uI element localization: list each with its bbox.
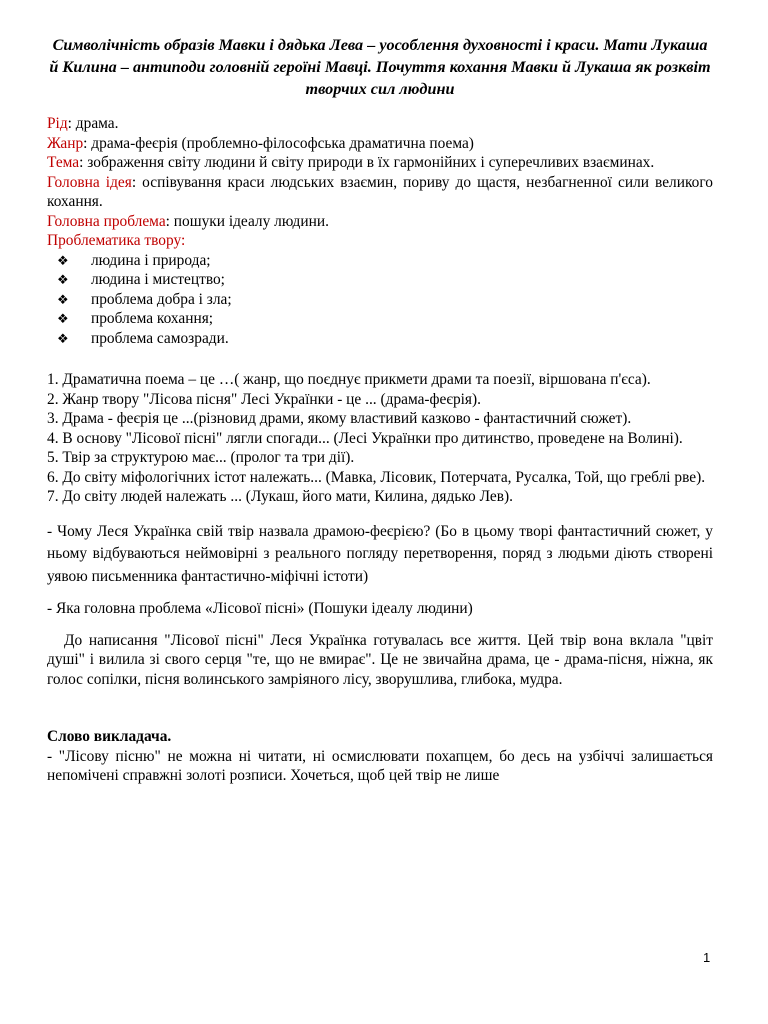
document-title: Символічність образів Мавки і дядька Лева – уособлення духовності і краси. Мати Лукаша й Килина – антиподи головній героїні Мавці. Почуття кохання Мавки й Лукаша як розквіт творчих сил людини [49,36,711,98]
question-item: 2. Жанр твору "Лісова пісня" Лесі Українки - це ... (драма-феєрія). [47,390,481,408]
meta-value: : пошуки ідеалу людини. [165,212,329,230]
dialog-question: - Чому Леся Українка свій твір назвала драмою-феєрією? (Бо в цьому творі фантастичний сюжет, у ньому відбуваються неймовірні з реального погляду перетворення, поряд з людьми діють створені уявою письменника фантастично-міфічні істоти) [47,522,713,585]
teacher-heading: Слово викладача. [47,728,172,745]
document-page [47,34,713,786]
question-item: 1. Драматична поема – це …( жанр, що поєднує прикмети драми та поезії, віршована п'єса). [47,371,651,388]
meta-label: Рід [47,115,68,132]
diamond-bullet-icon: ❖ [57,311,69,326]
meta-label: Головна проблема [47,212,166,230]
body-paragraph: До написання "Лісової пісні" Леся Українка готувалась все життя. Цей твір вона вклала "цвіт душі" і вилила зі свого серця "те, що не вмирає". Це не звичайна драма, це - драма-пісня, ніжна, як голос сопілки, пісня волинського замріяного лісу, зворушлива, глибока, мудра. [47,631,713,688]
meta-row-genre: Жанр: драма-феєрія (проблемно-філософська драматична поема) [47,134,474,152]
question-item: 4. В основу "Лісової пісні" лягли спогади... (Лесі Українки про дитинство, проведене на Волині). [47,429,683,447]
list-item: ❖ проблема добра і зла; [47,290,713,310]
meta-value: драма-феєрія (проблемно-філософська драматична поема) [87,134,474,152]
meta-value: драма. [71,115,119,132]
diamond-bullet-icon: ❖ [57,291,69,307]
list-item: ❖ людина і мистецтво; [47,270,713,290]
problematics-label: Проблематика твору: [47,232,186,249]
meta-value: зображення світу людини й світу природи в їх гармонійних і суперечливих взаєминах. [83,154,655,171]
meta-row-genus: Рід: драма. [47,115,119,132]
meta-row-problem [47,212,713,232]
meta-label: Тема [47,154,80,171]
problematics-list [47,251,713,349]
question-item: 7. До світу людей належать ... (Лукаш, його мати, Килина, дядько Лев). [47,488,513,505]
list-item: ❖ проблема самозради. [47,329,713,349]
meta-value: оспівування краси людських взаємин, пориву до щастя, незбагненної сили великого кохання. [47,173,713,210]
meta-row-idea: Головна ідея: оспівування краси людських взаємин, пориву до щастя, незбагненної сили великого кохання. [47,173,713,210]
question-item: 5. Твір за структурою має... (пролог та три дії). [47,449,355,466]
dialog-question: - Яка головна проблема «Лісової пісні» (Пошуки ідеалу людини) [47,600,473,617]
meta-row-theme: Тема: зображення світу людини й світу природи в їх гармонійних і суперечливих взаєминах. [47,154,655,171]
teacher-text: - "Лісову пісню" не можна ні читати, ні осмислювати похапцем, бо десь на узбіччі залишається непомічені справжні золоті розписи. Хочеться, щоб цей твір не лише [47,747,713,784]
question-item: 3. Драма - феєрія це ...(різновид драми, якому властивий казково - фантастичний сюжет). [47,410,632,427]
diamond-bullet-icon: ❖ [57,330,69,346]
diamond-bullet-icon: ❖ [57,272,69,287]
questions-list [47,370,713,507]
list-item: ❖ людина і природа; [47,251,713,271]
meta-label: Головна ідея [47,173,132,191]
meta-label: Жанр [47,134,84,152]
question-item: 6. До світу міфологічних істот належать... (Мавка, Лісовик, Потерчата, Русалка, Той, що греблі рве). [47,468,706,486]
list-item: ❖ проблема кохання; [47,309,713,329]
page-number: 1 [703,950,711,965]
diamond-bullet-icon: ❖ [57,252,69,268]
